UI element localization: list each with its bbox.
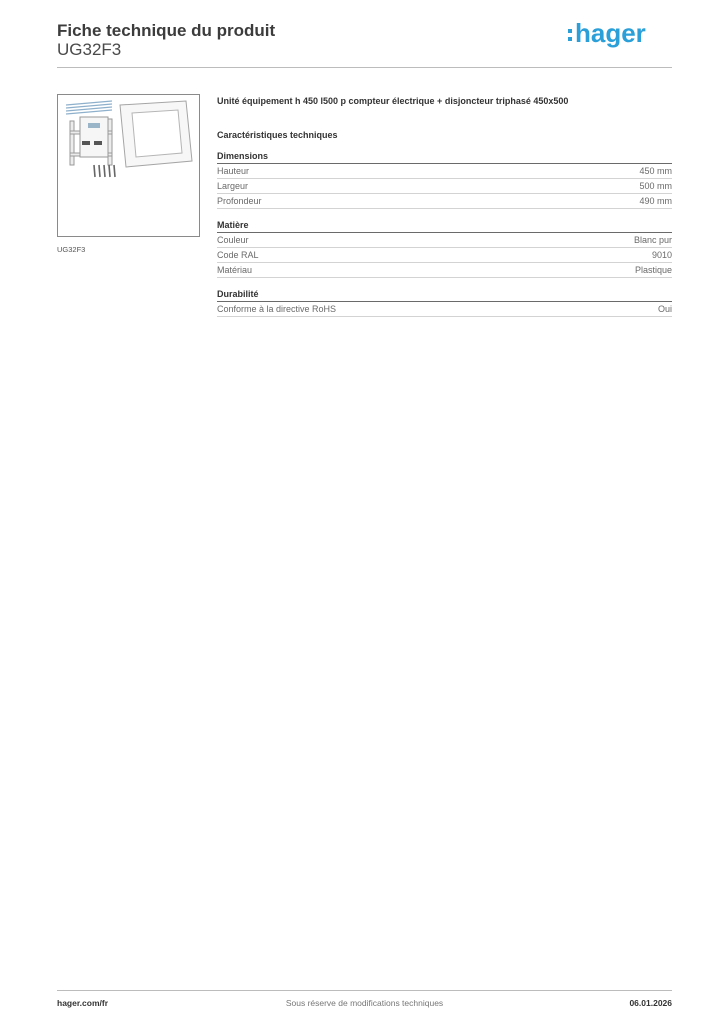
spec-row: [217, 164, 672, 179]
logo-text: hager: [575, 18, 646, 48]
product-image: [57, 94, 200, 237]
spec-row: [217, 233, 672, 248]
spec-group-matiere: [217, 220, 672, 278]
spec-label: Conforme à la directive RoHS: [217, 304, 337, 314]
spec-row: [217, 302, 672, 317]
footer-website-link[interactable]: hager.com/fr: [57, 998, 109, 1008]
spec-row: [217, 194, 672, 209]
page-title: Fiche technique du produit: [57, 21, 276, 40]
hager-logo: [566, 16, 660, 50]
spec-label: Code RAL: [217, 250, 259, 260]
spec-row: [217, 248, 672, 263]
product-code: UG32F3: [57, 40, 122, 59]
product-photo-icon: [58, 95, 199, 236]
spec-group-title: Matière: [217, 220, 672, 233]
spec-label: Largeur: [217, 181, 249, 191]
spec-group-dimensions: [217, 151, 672, 209]
spec-value: 490 mm: [639, 196, 672, 206]
spec-value: 450 mm: [639, 166, 672, 176]
header-divider: [57, 67, 672, 68]
spec-section-title: Caractéristiques techniques: [217, 130, 338, 140]
spec-value: Plastique: [634, 265, 672, 275]
footer-divider: [57, 990, 672, 991]
spec-value: 500 mm: [639, 181, 672, 191]
spec-group-title: Durabilité: [217, 289, 672, 302]
spec-row: [217, 179, 672, 194]
spec-value: 9010: [651, 250, 672, 260]
spec-value: Blanc pur: [633, 235, 672, 245]
spec-label: Profondeur: [217, 196, 262, 206]
spec-content: [217, 96, 672, 317]
spec-value: Oui: [657, 304, 672, 314]
image-caption: UG32F3: [57, 245, 86, 254]
product-description: Unité équipement h 450 l500 p compteur électrique + disjoncteur triphasé 450x500: [217, 96, 569, 106]
spec-label: Matériau: [217, 265, 253, 275]
footer-note: Sous réserve de modifications techniques: [285, 998, 444, 1008]
spec-group-durabilite: [217, 289, 672, 317]
spec-label: Couleur: [217, 235, 249, 245]
spec-row: [217, 263, 672, 278]
spec-label: Hauteur: [217, 166, 250, 176]
spec-group-title: Dimensions: [217, 151, 672, 164]
footer-date: 06.01.2026: [629, 998, 672, 1008]
